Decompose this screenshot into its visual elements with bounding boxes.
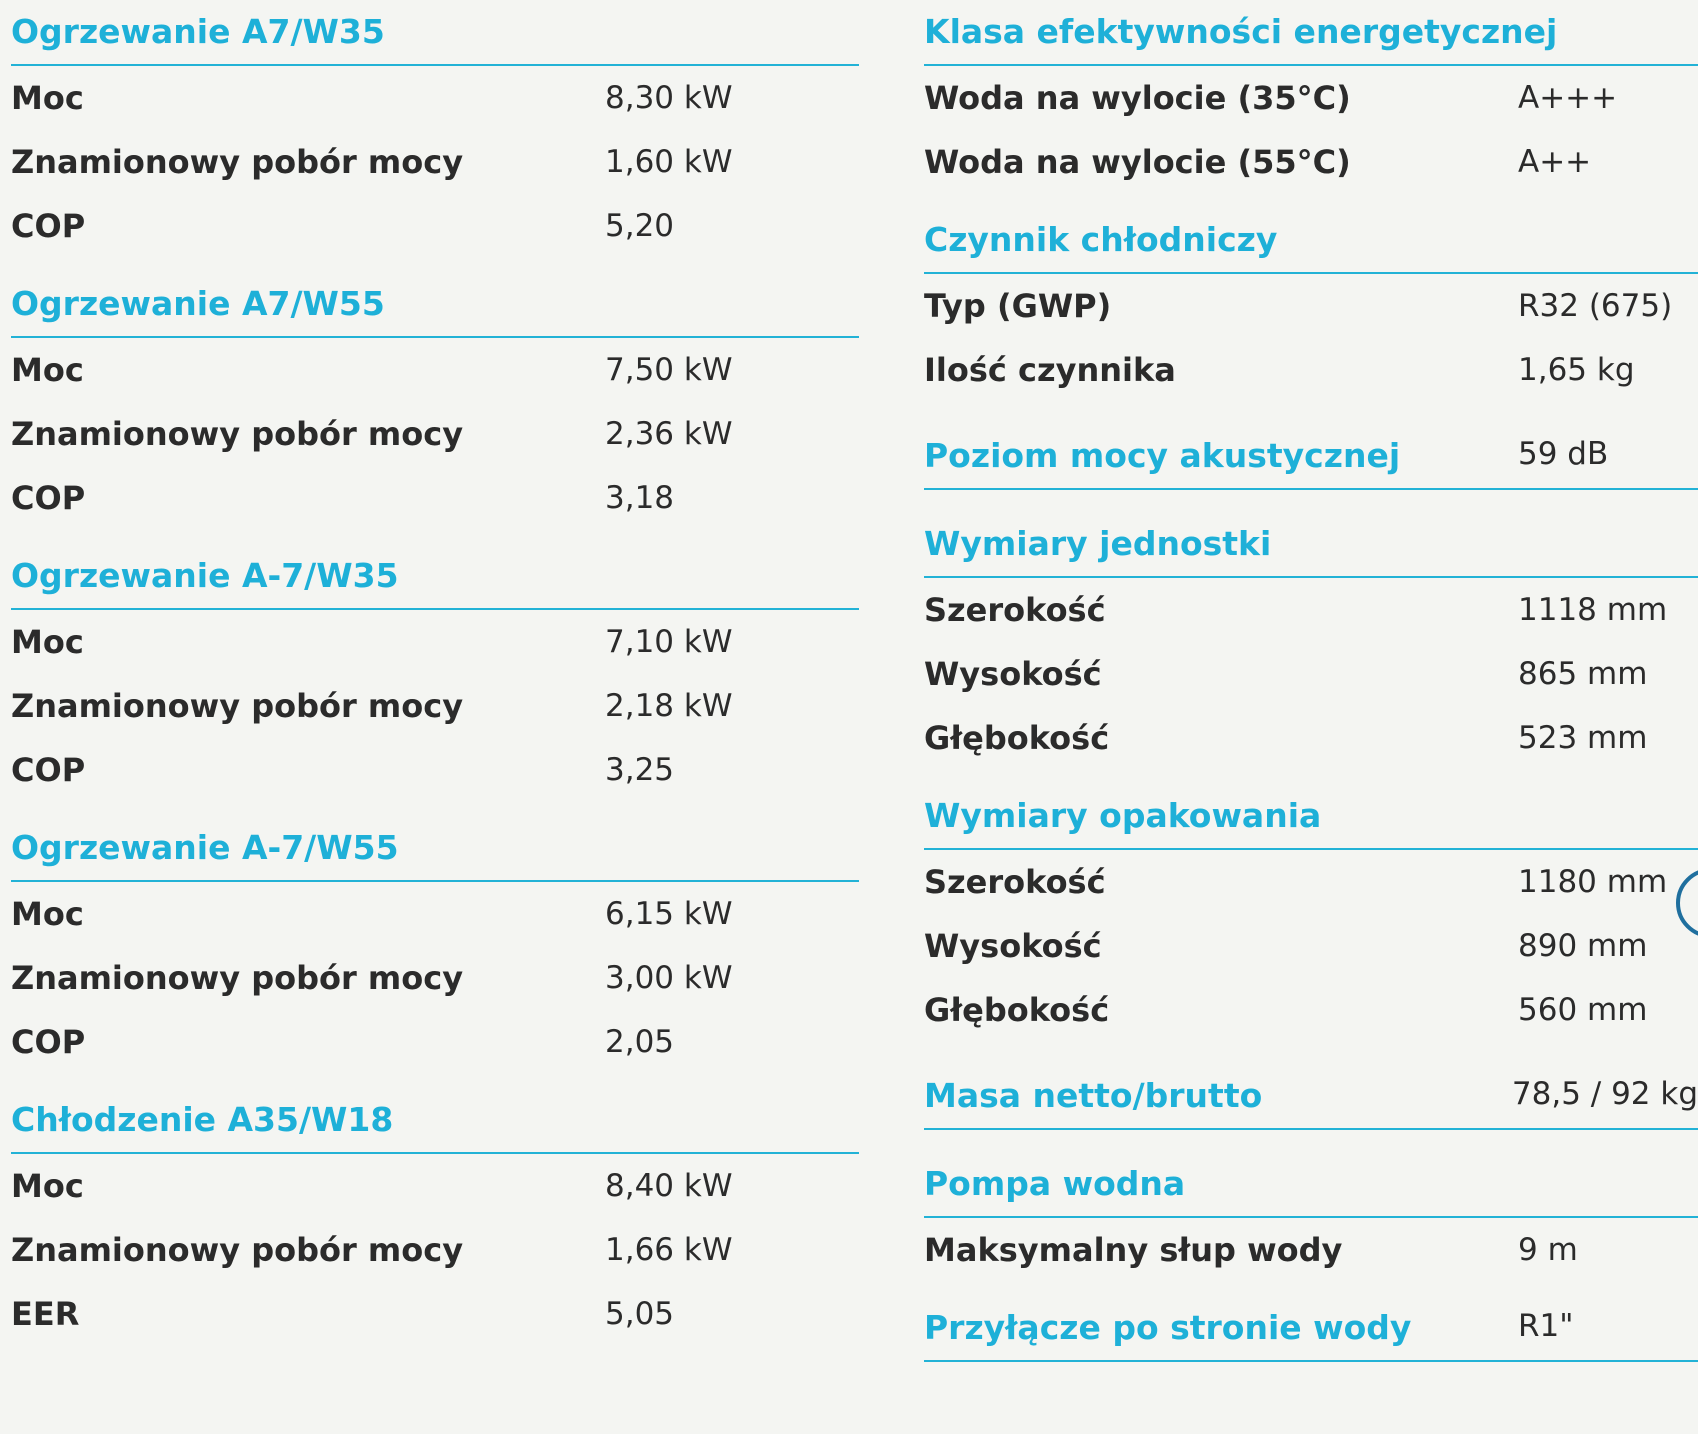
spec-label: Znamionowy pobór mocy [11, 415, 464, 453]
spec-row [924, 978, 1698, 1042]
spec-label: Woda na wylocie (35°C) [924, 79, 1351, 117]
section-title: Ogrzewanie A7/W35 [11, 12, 385, 51]
spec-section [924, 0, 1698, 194]
spec-value: 2,05 [605, 1024, 675, 1060]
section-title: Klasa efektywności energetycznej [924, 12, 1558, 51]
spec-value: 9 m [1518, 1232, 1578, 1268]
section-heading [11, 0, 859, 66]
spec-value: 7,10 kW [605, 624, 733, 660]
spec-row [924, 274, 1698, 338]
section-heading [924, 0, 1698, 66]
section-title: Czynnik chłodniczy [924, 220, 1278, 259]
section-heading [11, 816, 859, 882]
spec-label: Znamionowy pobór mocy [11, 959, 464, 997]
left-spec-column [11, 0, 859, 1346]
section-heading [924, 208, 1698, 274]
spec-section [11, 816, 859, 1074]
section-value: R1" [1518, 1308, 1574, 1344]
spec-label: Głębokość [924, 719, 1110, 757]
section-title: Wymiary opakowania [924, 796, 1322, 835]
spec-label: Moc [11, 895, 84, 933]
spec-value: 3,00 kW [605, 960, 733, 996]
spec-row [924, 914, 1698, 978]
section-heading [924, 1152, 1698, 1218]
spec-row [11, 1282, 859, 1346]
spec-label: Znamionowy pobór mocy [11, 687, 464, 725]
spec-label: Szerokość [924, 591, 1106, 629]
spec-value: 1,65 kg [1518, 352, 1635, 388]
spec-value: 1,66 kW [605, 1232, 733, 1268]
spec-row [11, 338, 859, 402]
spec-label: COP [11, 1023, 86, 1061]
spec-value: 865 mm [1518, 656, 1648, 692]
spec-row [11, 402, 859, 466]
section-title: Przyłącze po stronie wody [924, 1308, 1412, 1347]
section-heading [11, 544, 859, 610]
spec-label: Woda na wylocie (55°C) [924, 143, 1351, 181]
section-title: Poziom mocy akustycznej [924, 436, 1401, 475]
spec-section [11, 272, 859, 530]
spec-value: 2,18 kW [605, 688, 733, 724]
spec-value: 6,15 kW [605, 896, 733, 932]
spec-label: COP [11, 479, 86, 517]
spec-label: Moc [11, 351, 84, 389]
spec-row [11, 946, 859, 1010]
spec-label: Moc [11, 1167, 84, 1205]
spec-row [924, 578, 1698, 642]
section-heading [924, 1296, 1698, 1362]
spec-row [924, 1218, 1698, 1282]
section-value: 78,5 / 92 kg [1511, 1076, 1698, 1112]
spec-label: Znamionowy pobór mocy [11, 143, 464, 181]
spec-row [11, 466, 859, 530]
spec-value: R32 (675) [1518, 288, 1673, 324]
spec-row [924, 706, 1698, 770]
spec-label: COP [11, 207, 86, 245]
spec-label: Znamionowy pobór mocy [11, 1231, 464, 1269]
spec-value: 1,60 kW [605, 144, 733, 180]
spec-value: A++ [1518, 144, 1592, 180]
spec-section [924, 784, 1698, 1042]
spec-row [11, 1154, 859, 1218]
section-heading [924, 1064, 1698, 1130]
spec-section [924, 208, 1698, 402]
spec-section [924, 512, 1698, 770]
spec-section [924, 1064, 1698, 1130]
spec-row [11, 882, 859, 946]
spec-label: Moc [11, 623, 84, 661]
section-title: Ogrzewanie A7/W55 [11, 284, 385, 323]
spec-value: A+++ [1518, 80, 1618, 116]
spec-label: Typ (GWP) [924, 287, 1112, 325]
spec-row [11, 194, 859, 258]
section-heading [11, 1088, 859, 1154]
section-heading [924, 424, 1698, 490]
spec-label: COP [11, 751, 86, 789]
section-title: Ogrzewanie A-7/W55 [11, 828, 399, 867]
spec-section [11, 0, 859, 258]
spec-value: 3,25 [605, 752, 675, 788]
spec-value: 1118 mm [1518, 592, 1668, 628]
spec-label: Maksymalny słup wody [924, 1231, 1343, 1269]
spec-row [924, 130, 1698, 194]
spec-row [11, 66, 859, 130]
spec-row [11, 738, 859, 802]
section-title: Wymiary jednostki [924, 524, 1272, 563]
section-heading [924, 512, 1698, 578]
section-title: Pompa wodna [924, 1164, 1186, 1203]
spec-label: Wysokość [924, 927, 1102, 965]
spec-label: Szerokość [924, 863, 1106, 901]
spec-row [11, 130, 859, 194]
section-heading [924, 784, 1698, 850]
spec-label: EER [11, 1295, 80, 1333]
spec-row [11, 674, 859, 738]
spec-value: 2,36 kW [605, 416, 733, 452]
spec-label: Głębokość [924, 991, 1110, 1029]
spec-label: Ilość czynnika [924, 351, 1176, 389]
spec-row [11, 610, 859, 674]
spec-row [924, 642, 1698, 706]
spec-row [11, 1218, 859, 1282]
spec-section [11, 544, 859, 802]
spec-value: 5,20 [605, 208, 675, 244]
spec-value: 7,50 kW [605, 352, 733, 388]
spec-value: 1180 mm [1518, 864, 1668, 900]
spec-value: 3,18 [605, 480, 675, 516]
right-spec-column [924, 0, 1698, 1362]
spec-value: 523 mm [1518, 720, 1648, 756]
section-value: 59 dB [1518, 436, 1609, 472]
section-title: Ogrzewanie A-7/W35 [11, 556, 399, 595]
spec-value: 5,05 [605, 1296, 675, 1332]
section-title: Masa netto/brutto [924, 1076, 1263, 1115]
spec-section [11, 1088, 859, 1346]
spec-row [11, 1010, 859, 1074]
spec-value: 560 mm [1518, 992, 1648, 1028]
spec-section [924, 1296, 1698, 1362]
spec-value: 8,40 kW [605, 1168, 733, 1204]
spec-label: Moc [11, 79, 84, 117]
spec-value: 8,30 kW [605, 80, 733, 116]
spec-row [924, 338, 1698, 402]
spec-label: Wysokość [924, 655, 1102, 693]
section-heading [11, 272, 859, 338]
section-title: Chłodzenie A35/W18 [11, 1100, 394, 1139]
spec-section [924, 424, 1698, 490]
spec-row [924, 850, 1698, 914]
spec-section [924, 1152, 1698, 1282]
spec-row [924, 66, 1698, 130]
spec-value: 890 mm [1518, 928, 1648, 964]
